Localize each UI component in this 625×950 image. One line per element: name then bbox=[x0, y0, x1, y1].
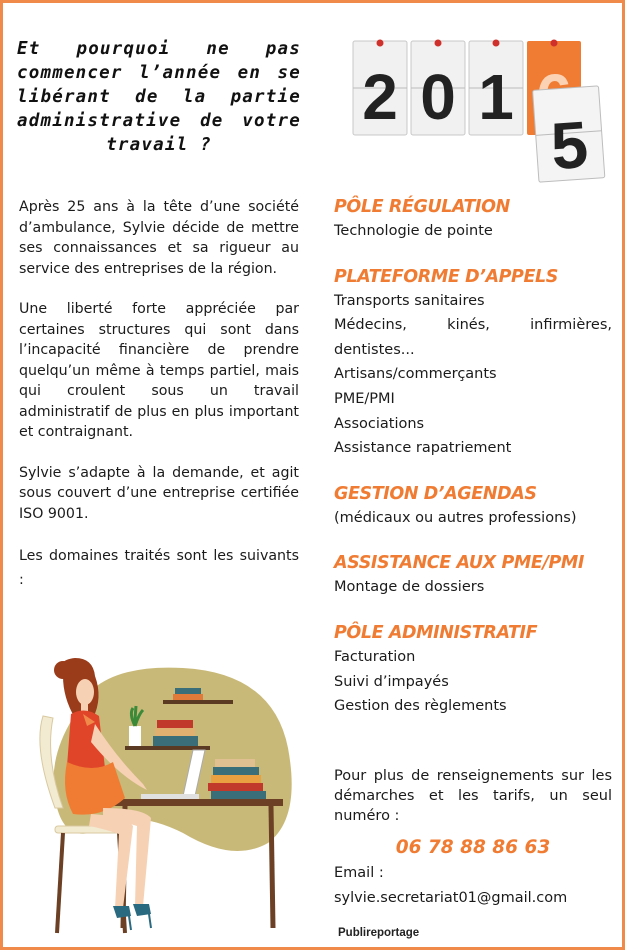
section-administrative bbox=[334, 621, 612, 719]
calendar-digit-3: 1 bbox=[478, 61, 514, 133]
section-title: PLATEFORME D’APPELS bbox=[334, 266, 558, 287]
email-address: sylvie.secretariat01@gmail.com bbox=[334, 890, 568, 906]
section-item: Montage de dossiers bbox=[334, 579, 485, 596]
section-item: Artisans/commerçants bbox=[334, 366, 497, 383]
section-item: Suivi d’impayés bbox=[334, 673, 449, 690]
section-title: GESTION D’AGENDAS bbox=[334, 483, 537, 504]
calendar-illustration bbox=[351, 33, 611, 185]
section-item: Associations bbox=[334, 415, 425, 432]
section-title: PÔLE ADMINISTRATIF bbox=[334, 622, 538, 643]
contact-text: Pour plus de renseignements sur les démarches et les tarifs, un seul numéro : bbox=[334, 768, 612, 824]
calendar-card-1 bbox=[353, 40, 407, 136]
section-title: ASSISTANCE AUX PME/PMI bbox=[334, 553, 584, 574]
calendar-digit-2: 0 bbox=[420, 61, 456, 133]
calendar-new-digit: 5 bbox=[548, 106, 591, 184]
section-item: PME/PMI bbox=[334, 390, 395, 407]
intro-text bbox=[19, 197, 299, 612]
services-list bbox=[334, 195, 612, 719]
calendar-card-new bbox=[533, 86, 605, 184]
intro-paragraph: Après 25 ans à la tête d’une société d’ambulance, Sylvie décide de mettre ses connaissances et sa rigueur au service des entreprises de la région. bbox=[19, 199, 299, 277]
calendar-card-3 bbox=[469, 40, 523, 136]
email-label: Email : bbox=[334, 865, 384, 881]
section-item: Facturation bbox=[334, 648, 416, 665]
section-item: Transports sanitaires bbox=[334, 292, 485, 309]
section-item: (médicaux ou autres professions) bbox=[334, 509, 577, 526]
section-pme-assistance bbox=[334, 551, 612, 600]
secretary-illustration bbox=[33, 658, 303, 938]
section-regulation bbox=[334, 195, 612, 244]
publireportage-label: Publireportage bbox=[338, 927, 420, 939]
intro-paragraph: Sylvie s’adapte à la demande, et agit sous couvert d’une entreprise certifiée ISO 9001. bbox=[19, 464, 299, 522]
calendar-card-2 bbox=[411, 40, 465, 136]
phone-number: 06 78 88 86 63 bbox=[395, 837, 551, 858]
section-title: PÔLE RÉGULATION bbox=[334, 197, 510, 217]
section-item: Gestion des règlements bbox=[334, 698, 507, 715]
section-agendas bbox=[334, 482, 612, 531]
headline: Et pourquoi ne pas commencer l’année en se libérant de la partie administrative de votre travail ? bbox=[17, 39, 301, 155]
section-item: Assistance rapatriement bbox=[334, 440, 512, 457]
intro-paragraph: Une liberté forte appréciée par certaines structures qui sont dans l’incapacité financière de prendre quelqu’un même à temps partiel, mais qui croulent sous un travail administratif de plus en plus important et contraignant. bbox=[19, 301, 299, 440]
section-item: Médecins, kinés, infirmières, dentistes... bbox=[334, 317, 612, 358]
section-item: Technologie de pointe bbox=[334, 223, 493, 239]
intro-paragraph: Les domaines traités sont les suivants : bbox=[19, 548, 299, 588]
calendar-digit-1: 2 bbox=[362, 61, 398, 133]
section-call-platform bbox=[334, 265, 612, 461]
